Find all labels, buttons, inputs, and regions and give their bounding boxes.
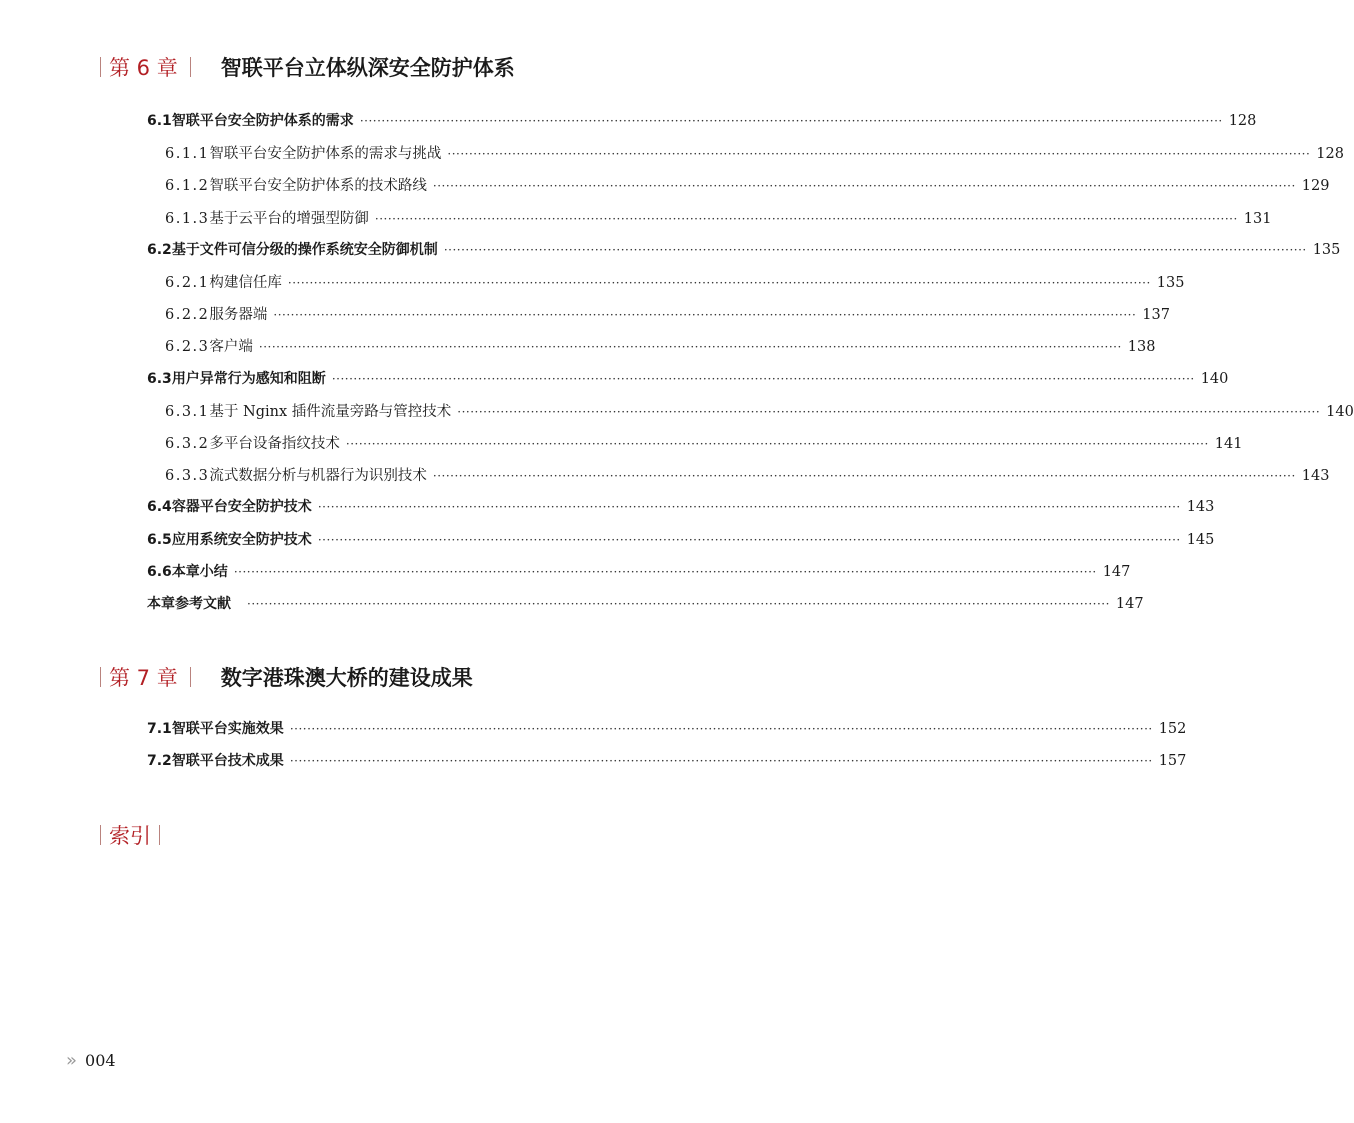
toc-entry[interactable] — [165, 174, 1330, 198]
toc-leader-dots: ········································································································································································································ — [247, 597, 1110, 611]
toc-entry-page: 141 — [1214, 436, 1243, 452]
toc-entry-number: 6.3.2 — [165, 436, 210, 452]
toc-leader-dots: ········································································································································································································ — [345, 437, 1209, 451]
toc-leader-dots: ········································································································································································································ — [233, 564, 1097, 579]
toc-entry[interactable] — [147, 529, 1215, 553]
toc-entry[interactable] — [165, 303, 1170, 327]
toc-leader-dots: ········································································································································································································ — [374, 211, 1238, 226]
toc-entry[interactable] — [165, 464, 1330, 488]
toc-entry[interactable] — [165, 271, 1185, 295]
toc-entry-number: 6.2.1 — [165, 275, 210, 291]
toc-leader-dots: ········································································································································································································ — [331, 371, 1195, 386]
toc-entry-number: 6.1.2 — [165, 178, 210, 195]
toc-entry-number: 6.2.3 — [165, 339, 210, 356]
toc-leader-dots: ········································································································································································································ — [432, 469, 1296, 484]
toc-entry-number: 6.6 — [147, 563, 172, 580]
toc-entry-number: 6.4 — [147, 499, 172, 516]
toc-entry-page: 138 — [1127, 339, 1156, 356]
toc-leader-dots: ········································································································································································································ — [287, 276, 1151, 290]
toc-entry-title: 基于 Nginx 插件流量旁路与管控技术 — [209, 403, 452, 420]
toc-entry-title: 基于云平台的增强型防御 — [209, 210, 369, 227]
toc-entry-page: 131 — [1243, 210, 1272, 227]
chapter-6-label: 第 6 章 — [109, 56, 178, 80]
toc-entry[interactable] — [147, 718, 1187, 742]
toc-entry-title: 本章参考文献 — [147, 596, 231, 612]
toc-entry-title: 智联平台安全防护体系的技术路线 — [209, 178, 427, 195]
toc-entry[interactable] — [147, 239, 1341, 263]
heading-bar-right — [159, 825, 160, 845]
toc-leader-dots: ········································································································································································································ — [289, 754, 1153, 769]
toc-entry-title: 用户异常行为感知和阻断 — [171, 370, 326, 387]
toc-entry-number: 6.3.1 — [165, 403, 210, 420]
chapter-7-title: 数字港珠澳大桥的建设成果 — [220, 666, 473, 690]
toc-leader-dots: ········································································································································································································ — [317, 500, 1181, 515]
chapter-7-label: 第 7 章 — [109, 666, 178, 690]
toc-entry-page: 147 — [1102, 563, 1131, 580]
toc-entry[interactable] — [147, 496, 1215, 520]
toc-leader-dots: ········································································································································································································ — [289, 722, 1153, 736]
toc-leader-dots: ········································································································································································································ — [457, 404, 1321, 419]
heading-bar-right — [190, 667, 191, 687]
toc-entry-title: 智联平台安全防护体系的需求 — [171, 113, 354, 129]
toc-entry-number: 6.2.2 — [165, 307, 210, 324]
toc-entry-page: 140 — [1200, 370, 1229, 387]
index-label: 索引 — [109, 824, 151, 848]
toc-entry-title: 容器平台安全防护技术 — [171, 499, 312, 516]
toc-entry-title: 智联平台安全防护体系的需求与挑战 — [209, 146, 442, 163]
chapter-6-header — [100, 52, 515, 82]
heading-bar-left — [100, 667, 101, 687]
toc-leader-dots: ········································································································································································································ — [273, 308, 1137, 323]
toc-entry-page: 128 — [1316, 146, 1344, 163]
toc-entry-title: 智联平台实施效果 — [171, 721, 284, 737]
toc-entry-number: 7.1 — [147, 721, 172, 737]
toc-entry-page: 157 — [1158, 753, 1187, 770]
toc-entry-page: 140 — [1326, 403, 1354, 420]
page-folio — [66, 1050, 116, 1071]
toc-entry-title: 本章小结 — [171, 563, 228, 580]
toc-entry[interactable] — [165, 432, 1243, 456]
double-chevron-icon: » — [66, 1050, 78, 1071]
toc-entry-page: 128 — [1228, 113, 1257, 129]
toc-entry[interactable] — [147, 368, 1229, 392]
toc-entry-page: 145 — [1186, 531, 1215, 548]
toc-leader-dots: ········································································································································································································ — [359, 114, 1223, 128]
toc-leader-dots: ········································································································································································································ — [258, 340, 1122, 355]
toc-leader-dots: ········································································································································································································ — [443, 242, 1307, 257]
toc-entry-page: 143 — [1301, 468, 1330, 485]
toc-entry-title: 智联平台技术成果 — [171, 753, 284, 770]
toc-leader-dots: ········································································································································································································ — [447, 147, 1311, 162]
toc-leader-dots: ········································································································································································································ — [432, 179, 1296, 194]
heading-bar-left — [100, 57, 101, 77]
toc-entry-title: 构建信任库 — [209, 275, 282, 291]
toc-entry[interactable] — [165, 142, 1344, 166]
toc-entry-page: 129 — [1301, 178, 1330, 195]
chapter-6-title: 智联平台立体纵深安全防护体系 — [220, 56, 515, 80]
toc-entry-number: 6.1.1 — [165, 146, 210, 163]
toc-entry-number: 6.3.3 — [165, 468, 210, 485]
toc-entry[interactable] — [147, 750, 1187, 774]
toc-leader-dots: ········································································································································································································ — [317, 532, 1181, 547]
toc-entry-number: 7.2 — [147, 753, 172, 770]
toc-entry-title: 流式数据分析与机器行为识别技术 — [209, 468, 427, 485]
toc-entry-number: 6.3 — [147, 370, 172, 387]
toc-entry-number: 6.1.3 — [165, 210, 210, 227]
toc-entry-title: 多平台设备指纹技术 — [209, 436, 340, 452]
toc-entry-page: 147 — [1115, 596, 1144, 612]
toc-entry-page: 135 — [1156, 275, 1185, 291]
toc-entry[interactable] — [147, 593, 1144, 617]
chapter-7-header — [100, 662, 473, 692]
toc-entry-page: 135 — [1312, 241, 1341, 258]
toc-entry[interactable] — [165, 335, 1156, 359]
toc-entry-page: 137 — [1142, 307, 1170, 324]
heading-bar-left — [100, 825, 101, 845]
toc-entry[interactable] — [147, 561, 1131, 585]
toc-entry-title: 应用系统安全防护技术 — [171, 531, 312, 548]
toc-entry[interactable] — [165, 207, 1272, 231]
toc-entry-number: 6.5 — [147, 531, 172, 548]
heading-bar-right — [190, 57, 191, 77]
index-header — [100, 820, 160, 850]
toc-entry-title: 基于文件可信分级的操作系统安全防御机制 — [171, 241, 438, 258]
page-number: 004 — [85, 1051, 116, 1070]
toc-entry-title: 服务器端 — [209, 307, 268, 324]
toc-entry-title: 客户端 — [209, 339, 253, 356]
toc-entry[interactable] — [165, 400, 1354, 424]
toc-entry-number: 6.2 — [147, 241, 172, 258]
toc-entry-page: 152 — [1158, 721, 1187, 737]
toc-entry-number: 6.1 — [147, 113, 172, 129]
toc-entry[interactable] — [147, 110, 1257, 134]
toc-entry-page: 143 — [1186, 499, 1215, 516]
